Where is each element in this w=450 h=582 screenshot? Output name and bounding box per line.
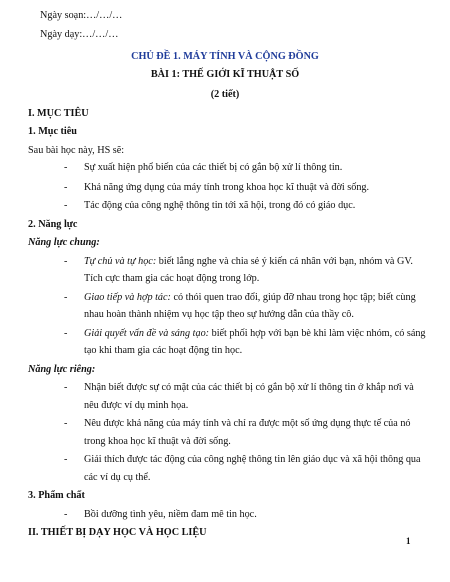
general-item-line1 [84, 291, 416, 305]
goals-heading: 1. Mục tiêu [28, 126, 77, 138]
page-number: 1 [406, 536, 411, 546]
general-item-term: Tự chủ và tự học: [84, 255, 157, 267]
quality-item: Bồi dưỡng tình yêu, niềm đam mê tin học. [84, 508, 257, 520]
bullet-dash: - [64, 162, 68, 174]
general-item-line1 [84, 255, 413, 269]
goal-item: Khả năng ứng dụng của máy tính trong khoa học kĩ thuật và đời sống. [84, 181, 370, 193]
specific-item-line2: nêu được ví dụ minh họa. [84, 399, 189, 411]
goals-intro: Sau bài học này, HS sẽ: [28, 144, 125, 156]
general-item-term: Giải quyết vấn đề và sáng tạo: [84, 327, 210, 339]
bullet-dash: - [64, 255, 68, 267]
bullet-dash: - [64, 200, 68, 212]
general-item-line2: Tích cực tham gia các hoạt động trong lớp. [84, 273, 260, 284]
goal-item: Tác động của công nghệ thông tin tới xã hội, trong đó có giáo dục. [84, 200, 356, 212]
specific-item-line1: Giải thích được tác động của công nghệ thông tin lên giáo dục và xã hội thông qua [84, 454, 421, 466]
quality-heading: 3. Phẩm chất [28, 490, 85, 502]
general-item-text: có thói quen trao đổi, giúp đỡ nhau trong học tập; biết cùng [170, 291, 416, 303]
prep-date: Ngày soạn:…/…/… [40, 10, 123, 22]
bullet-dash: - [64, 418, 68, 429]
general-item-line2: tạo khi tham gia các hoạt động tin học. [84, 345, 243, 357]
specific-item-line2: trong khoa học kĩ thuật và đời sống. [84, 435, 231, 447]
general-competence-heading: Năng lực chung: [28, 237, 100, 248]
specific-item-line2: các ví dụ cụ thể. [84, 471, 151, 483]
bullet-dash: - [64, 454, 68, 466]
competence-heading: 2. Năng lực [28, 218, 78, 230]
section-2-heading: II. THIẾT BỊ DẠY HỌC VÀ HỌC LIỆU [28, 527, 207, 538]
bullet-dash: - [64, 327, 68, 339]
general-item-text: biết phối hợp với bạn bè khi làm việc nhóm, có sáng [209, 327, 426, 339]
section-1-heading: I. MỤC TIÊU [28, 107, 89, 119]
topic-title: CHỦ ĐỀ 1. MÁY TÍNH VÀ CỘNG ĐỒNG [131, 50, 319, 62]
lesson-title: BÀI 1: THẾ GIỚI KĨ THUẬT SỐ [150, 69, 300, 81]
general-item-term: Giao tiếp và hợp tác: [84, 291, 171, 303]
specific-competence-heading: Năng lực riêng: [28, 363, 96, 375]
specific-item-line1: Nhận biết được sự có mặt của các thiết bị có gắn bộ xử lí thông tin ở khắp nơi và [84, 382, 414, 393]
specific-item-line1: Nêu được khả năng của máy tính và chỉ ra được một số ứng dụng thực tế của nó [84, 418, 411, 429]
teach-date: Ngày dạy:…/…/… [40, 28, 119, 40]
bullet-dash: - [64, 291, 68, 303]
bullet-dash: - [64, 508, 68, 520]
goal-item: Sự xuất hiện phổ biến của các thiết bị có gắn bộ xử lí thông tin. [84, 162, 343, 174]
general-item-line1 [84, 327, 426, 341]
bullet-dash: - [64, 181, 68, 193]
lesson-periods: (2 tiết) [210, 88, 240, 100]
general-item-text: biết lắng nghe và chia sẻ ý kiến cá nhân với bạn, nhóm và GV. [156, 255, 413, 267]
general-item-line2: nhau hoàn thành nhiệm vụ học tập theo sự hướng dẫn của thầy cô. [84, 309, 354, 321]
bullet-dash: - [64, 382, 68, 393]
